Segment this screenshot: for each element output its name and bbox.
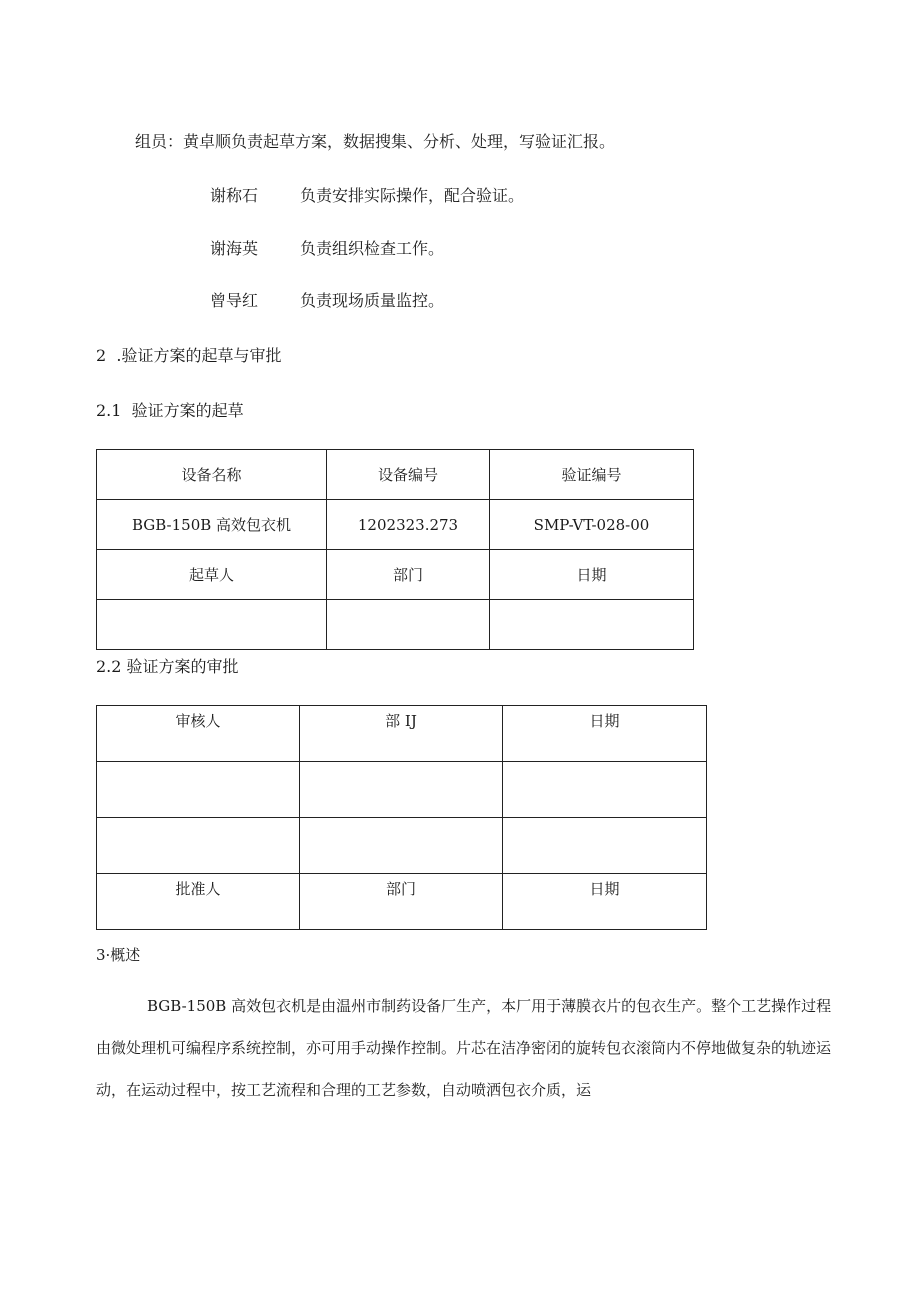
member-name: 谢称石 bbox=[210, 186, 259, 205]
table-cell: 设备名称 bbox=[97, 450, 327, 500]
section-2-2-heading: 2.2 验证方案的审批 bbox=[96, 657, 239, 676]
table-row bbox=[97, 762, 707, 818]
draft-table bbox=[96, 449, 694, 650]
table-cell bbox=[300, 818, 503, 874]
member-row bbox=[0, 183, 920, 205]
table-cell: 部 IJ bbox=[300, 706, 503, 762]
table-cell: 日期 bbox=[503, 706, 707, 762]
table-cell: SMP-VT-028-00 bbox=[490, 500, 694, 550]
member-name: 曾导红 bbox=[210, 291, 259, 310]
table-cell: 设备编号 bbox=[327, 450, 490, 500]
member-duty: 负责组织检查工作。 bbox=[300, 239, 445, 258]
table-row bbox=[97, 500, 694, 550]
table-cell: 1202323.273 bbox=[327, 500, 490, 550]
table-cell bbox=[97, 762, 300, 818]
table-cell bbox=[97, 600, 327, 650]
table-row bbox=[97, 450, 694, 500]
table-cell: 日期 bbox=[490, 550, 694, 600]
member-duty: 负责安排实际操作，配合验证。 bbox=[300, 186, 525, 205]
table-cell: BGB-150B 高效包衣机 bbox=[97, 500, 327, 550]
table-row bbox=[97, 818, 707, 874]
table-row bbox=[97, 550, 694, 600]
table-cell: 审核人 bbox=[97, 706, 300, 762]
table-row bbox=[97, 874, 707, 930]
member-duty: 负责现场质量监控。 bbox=[300, 291, 445, 310]
member-row bbox=[0, 288, 920, 310]
table-cell bbox=[300, 762, 503, 818]
table-cell: 部门 bbox=[300, 874, 503, 930]
table-cell: 起草人 bbox=[97, 550, 327, 600]
table-cell: 验证编号 bbox=[490, 450, 694, 500]
table-cell: 日期 bbox=[503, 874, 707, 930]
member-name: 谢海英 bbox=[210, 239, 259, 258]
table-row bbox=[97, 706, 707, 762]
section-2-heading: 2 .验证方案的起草与审批 bbox=[96, 346, 282, 365]
members-lead: 组员：黄卓顺负责起草方案，数据搜集、分析、处理，写验证汇报。 bbox=[135, 132, 616, 151]
table-row bbox=[97, 600, 694, 650]
table-cell: 批准人 bbox=[97, 874, 300, 930]
table-cell bbox=[503, 762, 707, 818]
table-cell bbox=[327, 600, 490, 650]
table-cell: 部门 bbox=[327, 550, 490, 600]
table-cell bbox=[503, 818, 707, 874]
overview-paragraph: BGB-150B 高效包衣机是由温州市制药设备厂生产，本厂用于薄膜衣片的包衣生产。整个工艺操作过程由微处理机可编程序系统控制，亦可用手动操作控制。片芯在洁净密闭的旋转包衣滚筒内不停地做复杂的轨迹运动，在运动过程中，按工艺流程和合理的工艺参数，自动喷洒包衣介质，运 bbox=[96, 997, 832, 1099]
member-row bbox=[0, 236, 920, 258]
table-cell bbox=[97, 818, 300, 874]
approval-table bbox=[96, 705, 707, 930]
table-cell bbox=[490, 600, 694, 650]
section-3-heading: 3·概述 bbox=[96, 946, 141, 964]
section-2-1-heading: 2.1 验证方案的起草 bbox=[96, 401, 244, 420]
